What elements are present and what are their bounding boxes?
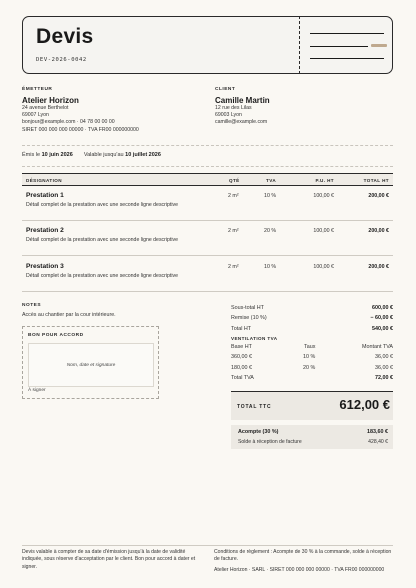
table-row — [22, 186, 393, 221]
footer-divider — [22, 545, 393, 546]
valid-date: 10 juillet 2026 — [125, 152, 161, 158]
quote-number: DEV-2026-0042 — [36, 57, 87, 63]
header-divider — [299, 16, 300, 74]
divider — [22, 145, 393, 146]
balance-label: Solde à réception de facture — [238, 439, 302, 445]
total-ttc-label: TOTAL TTC — [237, 404, 272, 410]
total-ht-label: Total HT — [231, 326, 252, 332]
total-vat-value: 72,00 € — [375, 375, 393, 381]
notes-label: NOTES — [22, 303, 42, 308]
decorative-lines-icon — [310, 31, 386, 61]
item-vat: 10 % — [264, 193, 277, 199]
item-name: Prestation 1 — [26, 192, 64, 199]
vat-breakdown-label: VENTILATION TVA — [231, 336, 278, 341]
document-title: Devis — [36, 25, 94, 48]
item-vat: 10 % — [264, 264, 277, 270]
quote-header — [22, 16, 393, 74]
issuer-ids: SIRET 000 000 000 00000 · TVA FR00 000000000 — [22, 126, 139, 133]
client-email: camille@example.com — [215, 119, 268, 126]
notes-text: Accès au chantier par la cour intérieure. — [22, 312, 116, 318]
notes-block — [22, 303, 192, 318]
discount-value: − 60,00 € — [370, 315, 393, 321]
issuer-contact: bonjour@example.com · 04 78 00 00 00 — [22, 119, 115, 126]
item-qty: 2 m² — [228, 193, 239, 199]
footer-company-ids: Atelier Horizon · SARL · SIRET 000 000 000 00000 · TVA FR00 000000000 — [214, 566, 385, 573]
issuer-label: ÉMETTEUR — [22, 87, 53, 92]
col-vat: TVA — [266, 177, 277, 183]
issued-label: Émis le — [22, 152, 41, 158]
vat-col-rate: Taux — [304, 344, 316, 350]
item-name: Prestation 2 — [26, 227, 64, 234]
discount-label: Remise (10 %) — [231, 315, 267, 321]
col-unit-price: P.U. HT — [315, 177, 334, 183]
table-row — [22, 221, 393, 256]
total-ttc-box — [231, 391, 393, 420]
client-address-2: 69003 Lyon — [215, 112, 242, 119]
quote-dates — [22, 152, 161, 158]
agreement-box — [22, 326, 159, 399]
agreement-label: BON POUR ACCORD — [28, 333, 84, 338]
deposit-value: 183,60 € — [367, 429, 388, 435]
item-description: Détail complet de la prestation avec une seconde ligne descriptive — [26, 202, 178, 208]
vat-row-rate: 20 % — [303, 365, 316, 371]
vat-row-base: 360,00 € — [231, 354, 252, 360]
col-designation: DÉSIGNATION — [26, 177, 62, 183]
col-total: TOTAL HT — [363, 177, 389, 183]
total-ht-value: 540,00 € — [372, 326, 393, 332]
deposit-box — [231, 425, 393, 449]
table-row — [22, 257, 393, 292]
vat-row-base: 180,00 € — [231, 365, 252, 371]
vat-row-rate: 10 % — [303, 354, 316, 360]
issuer-block — [22, 87, 202, 134]
item-qty: 2 m² — [228, 264, 239, 270]
item-qty: 2 m² — [228, 228, 239, 234]
item-name: Prestation 3 — [26, 263, 64, 270]
sign-label: À signer — [28, 388, 46, 393]
footer-validity: Devis valable à compter de sa date d'émission jusqu'à la date de validité indiquée, sous réserve d'acceptation par le client. Bon pour accord à dater et signer. — [22, 549, 196, 570]
total-ttc-value: 612,00 € — [339, 397, 390, 412]
item-total: 200,00 € — [368, 193, 389, 199]
vat-col-base: Base HT — [231, 344, 252, 350]
signature-area[interactable]: Nom, date et signature — [28, 343, 154, 387]
balance-value: 428,40 € — [368, 439, 388, 445]
divider — [22, 166, 393, 167]
footer-conditions — [214, 549, 394, 574]
item-description: Détail complet de la prestation avec une seconde ligne descriptive — [26, 273, 178, 279]
subtotal-value: 600,00 € — [372, 305, 393, 311]
client-address-1: 12 rue des Lilas — [215, 105, 252, 111]
item-unit-price: 100,00 € — [313, 264, 334, 270]
client-name: Camille Martin — [215, 96, 270, 105]
footer-payment-terms: Conditions de règlement : Acompte de 30 % à la commande, solde à réception de facture. — [214, 549, 392, 563]
item-unit-price: 100,00 € — [313, 193, 334, 199]
subtotal-label: Sous-total HT — [231, 305, 264, 311]
valid-label: Valable jusqu'au — [83, 152, 124, 158]
issuer-address-1: 24 avenue Berthelot — [22, 105, 69, 111]
item-description: Détail complet de la prestation avec une seconde ligne descriptive — [26, 237, 178, 243]
client-label: CLIENT — [215, 87, 236, 92]
item-total: 200,00 € — [368, 264, 389, 270]
item-unit-price: 100,00 € — [313, 228, 334, 234]
vat-row-amount: 36,00 € — [375, 354, 393, 360]
issuer-address-2: 69007 Lyon — [22, 112, 49, 119]
total-vat-label: Total TVA — [231, 375, 254, 381]
deposit-label: Acompte (30 %) — [238, 429, 279, 435]
vat-row-amount: 36,00 € — [375, 365, 393, 371]
client-block — [215, 87, 395, 127]
item-total: 200,00 € — [368, 228, 389, 234]
issued-date: 10 juin 2026 — [41, 152, 73, 158]
items-table-header — [22, 173, 393, 186]
col-qty: QTÉ — [229, 177, 240, 183]
item-vat: 20 % — [264, 228, 277, 234]
issuer-name: Atelier Horizon — [22, 96, 79, 105]
vat-col-amount: Montant TVA — [362, 344, 393, 350]
